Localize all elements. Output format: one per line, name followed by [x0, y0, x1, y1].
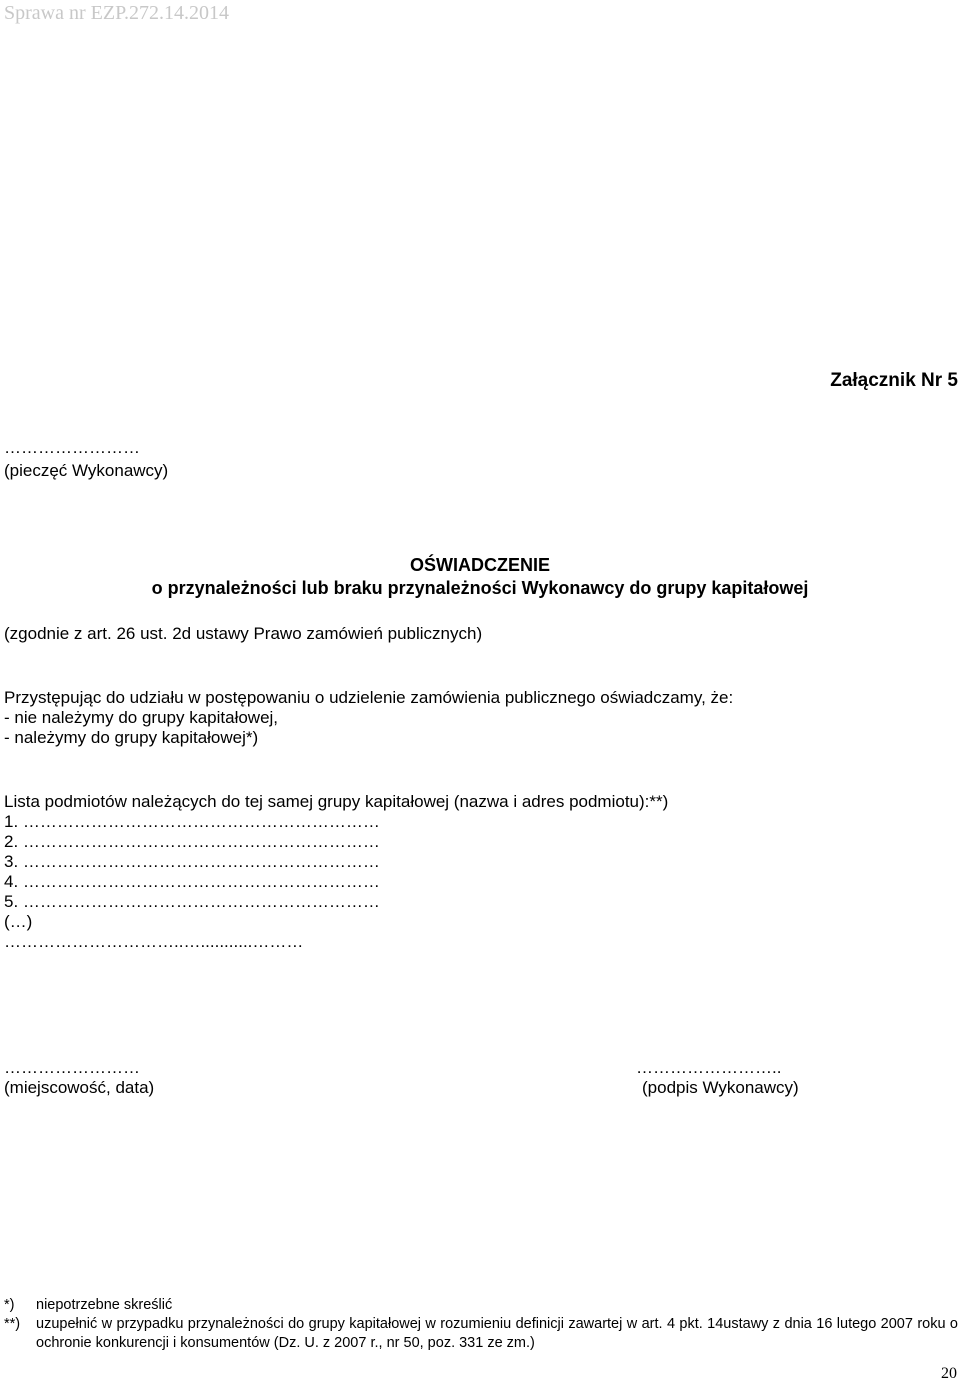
footnote [4, 1296, 958, 1315]
stamp-label: (pieczęć Wykonawcy) [4, 461, 169, 480]
list-item: …………………………..…...........……… [4, 932, 304, 951]
option-member: - należymy do grupy kapitałowej*) [4, 728, 259, 747]
place-date-dots: …………………… [4, 1058, 140, 1077]
footnote [4, 1315, 958, 1353]
entity-list-heading: Lista podmiotów należących do tej samej grupy kapitałowej (nazwa i adres podmiotu):**) [4, 792, 669, 811]
list-item: 3. ……………………………………………………… [4, 852, 380, 871]
signature-label: (podpis Wykonawcy) [642, 1078, 799, 1097]
page-number: 20 [941, 1365, 957, 1382]
document-title: OŚWIADCZENIE [409, 555, 550, 575]
list-item: 1. ……………………………………………………… [4, 812, 380, 831]
entity-list [4, 792, 668, 952]
annex-title: Załącznik Nr 5 [830, 370, 958, 391]
footnote-text: niepotrzebne skreślić [36, 1297, 173, 1313]
place-date-label: (miejscowość, data) [4, 1078, 155, 1097]
list-item: (…) [4, 912, 33, 931]
list-item: 4. ……………………………………………………… [4, 872, 380, 891]
intro-statement: Przystępując do udziału w postępowaniu o udzielenie zamówienia publicznego oświadczamy, że: [4, 688, 734, 707]
case-reference-header: Sprawa nr EZP.272.14.2014 [4, 2, 229, 24]
stamp-placeholder-dots: …………………… [4, 438, 140, 457]
signature-dots: …………………….. [636, 1058, 782, 1077]
document-subtitle: o przynależności lub braku przynależności Wykonawcy do grupy kapitałowej [151, 578, 809, 598]
option-not-member: - nie należymy do grupy kapitałowej, [4, 708, 279, 727]
footnote-mark: *) [4, 1297, 15, 1313]
list-item: 5. ……………………………………………………… [4, 892, 380, 911]
legal-basis: (zgodnie z art. 26 ust. 2d ustawy Prawo zamówień publicznych) [4, 624, 483, 643]
footnote-text: uzupełnić w przypadku przynależności do grupy kapitałowej w rozumieniu definicji zawartej w art. 4 pkt. 14ustawy z dnia 16 lutego 2007 roku o ochronie konkurencji i konsumentów (Dz. U. z 2007 r., nr 50, poz. 331 ze zm.) [36, 1316, 958, 1351]
footnote-mark: **) [4, 1316, 21, 1332]
intro-block [4, 688, 733, 748]
list-item: 2. ……………………………………………………… [4, 832, 380, 851]
footnotes [4, 1296, 958, 1353]
